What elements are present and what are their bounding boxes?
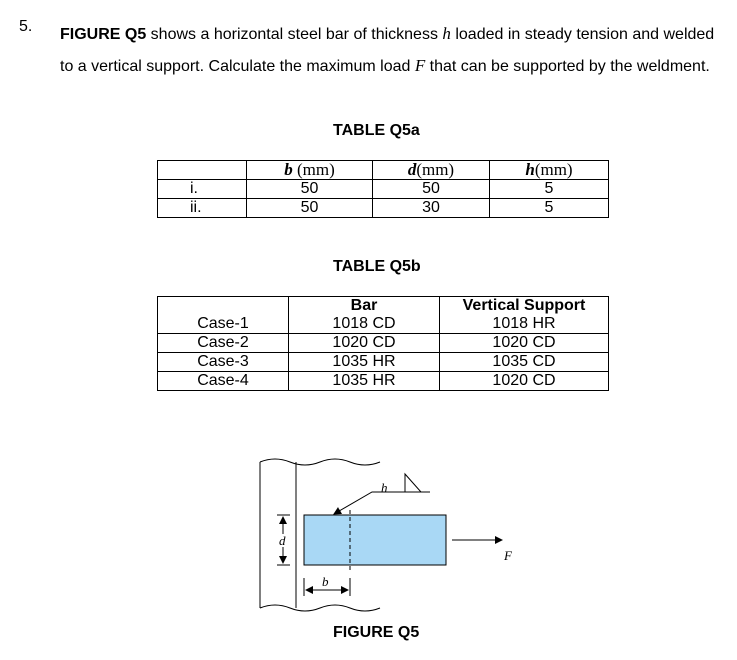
steel-bar — [304, 515, 446, 565]
label-F: F — [504, 548, 512, 563]
header-b-var: b — [284, 160, 293, 179]
cell-bar: 1020 CD — [289, 334, 440, 353]
variable-F: F — [414, 56, 426, 75]
row-label: ii. — [158, 199, 247, 218]
question-text-part-3: that can be supported by the weldment. — [425, 58, 710, 75]
cell-support: 1020 CD — [440, 372, 609, 391]
table-row — [158, 372, 609, 391]
cell-support: 1035 CD — [440, 353, 609, 372]
table-row — [158, 180, 609, 199]
question-text-part-2: loaded in steady tension and welded to a vertical support. Calculate the maximum load — [60, 26, 715, 75]
table-row — [158, 315, 609, 334]
weld-symbol-flag — [405, 474, 421, 492]
table-row — [158, 334, 609, 353]
label-b: b — [322, 574, 329, 589]
table-q5a — [157, 160, 609, 218]
table-b-corner-cell — [158, 297, 289, 316]
table-a-header-d — [372, 161, 489, 180]
label-d: d — [279, 533, 286, 548]
table-b-header-bar: Bar — [289, 297, 440, 316]
table-b-header-row — [158, 297, 609, 316]
figure-caption: FIGURE Q5 — [333, 624, 420, 641]
header-h-unit: (mm) — [534, 160, 573, 179]
table-a-corner-cell — [158, 161, 247, 180]
table-a-header-h — [489, 161, 608, 180]
cell-b: 50 — [247, 199, 373, 218]
header-d-var: d — [407, 160, 417, 179]
cell-bar: 1035 HR — [289, 353, 440, 372]
cell-case: Case-3 — [158, 353, 289, 372]
cell-case: Case-1 — [158, 315, 289, 334]
cell-bar: 1018 CD — [289, 315, 440, 334]
cell-h: 5 — [489, 199, 608, 218]
header-d-unit: (mm) — [416, 160, 455, 179]
cell-support: 1018 HR — [440, 315, 609, 334]
table-a-caption: TABLE Q5a — [333, 122, 420, 139]
header-h-var: h — [525, 160, 535, 179]
cell-case: Case-4 — [158, 372, 289, 391]
question-text-part-1: shows a horizontal steel bar of thickness — [146, 26, 443, 43]
table-a-header-row — [158, 161, 609, 180]
question-text — [60, 18, 720, 82]
variable-h: h — [442, 24, 451, 43]
table-row — [158, 199, 609, 218]
table-b-header-support: Vertical Support — [440, 297, 609, 316]
cell-support: 1020 CD — [440, 334, 609, 353]
cell-h: 5 — [489, 180, 608, 199]
cell-b: 50 — [247, 180, 373, 199]
figure-reference: FIGURE Q5 — [60, 26, 147, 43]
cell-bar: 1035 HR — [289, 372, 440, 391]
label-h: h — [381, 480, 388, 495]
table-a-header-b — [247, 161, 373, 180]
table-b-caption: TABLE Q5b — [333, 258, 421, 275]
cell-d: 50 — [372, 180, 489, 199]
header-b-unit: (mm) — [292, 160, 335, 179]
cell-d: 30 — [372, 199, 489, 218]
cell-case: Case-2 — [158, 334, 289, 353]
weld-leader-line — [334, 492, 405, 514]
support-bottom-wavy-edge — [260, 605, 380, 611]
table-row — [158, 353, 609, 372]
table-q5b — [157, 296, 609, 391]
question-number: 5. — [19, 18, 33, 35]
support-top-wavy-edge — [260, 459, 380, 465]
row-label: i. — [158, 180, 247, 199]
